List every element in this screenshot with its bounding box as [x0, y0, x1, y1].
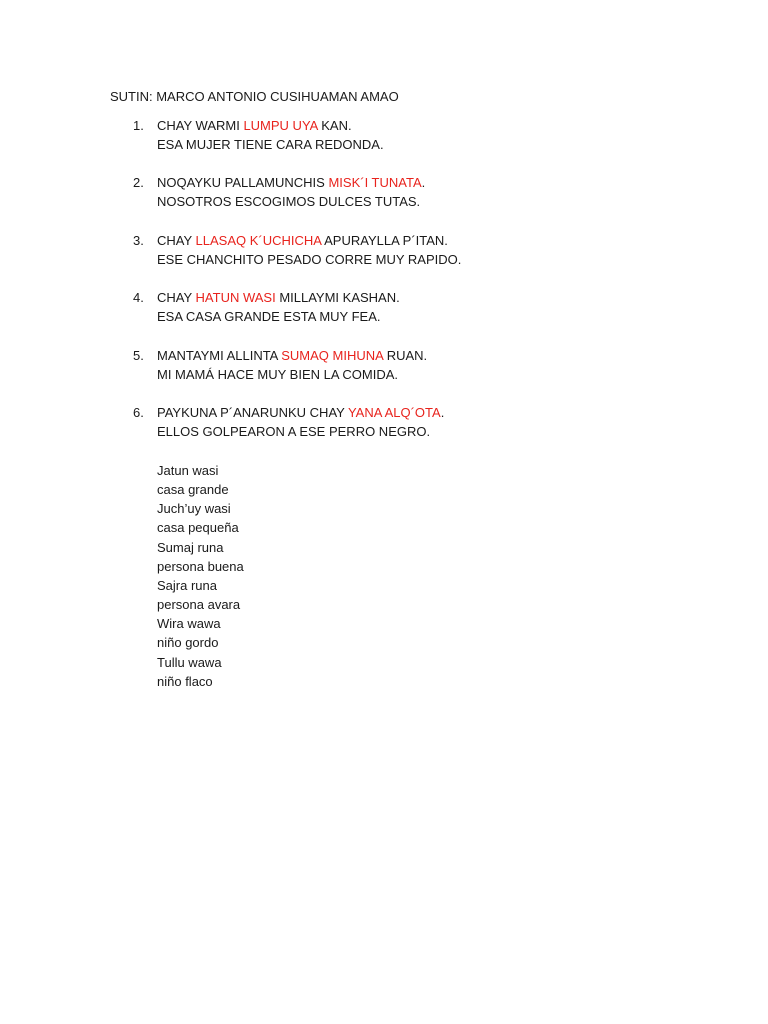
item-number: 1.: [133, 118, 144, 133]
spanish-translation: ELLOS GOLPEARON A ESE PERRO NEGRO.: [157, 424, 431, 439]
vocab-meaning: niño gordo: [157, 635, 219, 650]
item-number: 3.: [133, 233, 144, 248]
sentence-after: MILLAYMI KASHAN.: [275, 290, 400, 305]
sentence-before: CHAY: [157, 233, 196, 248]
item-number: 2.: [133, 175, 144, 190]
quechua-sentence: [157, 346, 427, 365]
vocab-term: Juch’uy wasi: [157, 501, 231, 516]
sentence-before: NOQAYKU PALLAMUNCHIS: [157, 175, 329, 190]
spanish-translation: ESE CHANCHITO PESADO CORRE MUY RAPIDO.: [157, 252, 462, 267]
vocab-meaning: persona avara: [157, 597, 241, 612]
quechua-sentence: [157, 403, 444, 422]
spanish-translation: ESA MUJER TIENE CARA REDONDA.: [157, 137, 384, 152]
author-header: SUTIN: MARCO ANTONIO CUSIHUAMAN AMAO: [110, 89, 399, 104]
vocab-term: Sumaj runa: [157, 540, 224, 555]
sentence-before: CHAY: [157, 290, 196, 305]
vocab-term: Wira wawa: [157, 616, 221, 631]
vocab-meaning: casa pequeña: [157, 520, 239, 535]
highlighted-phrase: SUMAQ MIHUNA: [281, 348, 384, 363]
highlighted-phrase: MISK´I TUNATA: [328, 175, 422, 190]
quechua-sentence: [157, 116, 352, 135]
spanish-translation: MI MAMÁ HACE MUY BIEN LA COMIDA.: [157, 367, 399, 382]
sentence-after: KAN.: [317, 118, 352, 133]
spanish-translation: ESA CASA GRANDE ESTA MUY FEA.: [157, 309, 381, 324]
item-number: 6.: [133, 405, 144, 420]
vocab-term: Jatun wasi: [157, 463, 219, 478]
sentence-after: APURAYLLA P´ITAN.: [321, 233, 448, 248]
sentence-after: .: [421, 175, 426, 190]
sentence-after: RUAN.: [383, 348, 428, 363]
highlighted-phrase: HATUN WASI: [195, 290, 276, 305]
highlighted-phrase: LUMPU UYA: [243, 118, 318, 133]
highlighted-phrase: LLASAQ K´UCHICHA: [195, 233, 322, 248]
vocab-term: Tullu wawa: [157, 655, 222, 670]
vocab-meaning: persona buena: [157, 559, 244, 574]
spanish-translation: NOSOTROS ESCOGIMOS DULCES TUTAS.: [157, 194, 421, 209]
item-number: 5.: [133, 348, 144, 363]
item-number: 4.: [133, 290, 144, 305]
sentence-after: .: [440, 405, 445, 420]
sentence-before: PAYKUNA P´ANARUNKU CHAY: [157, 405, 348, 420]
sentence-before: CHAY WARMI: [157, 118, 244, 133]
vocab-meaning: casa grande: [157, 482, 229, 497]
vocab-meaning: niño flaco: [157, 674, 213, 689]
quechua-sentence: [157, 173, 425, 192]
vocab-term: Sajra runa: [157, 578, 217, 593]
quechua-sentence: [157, 288, 400, 307]
highlighted-phrase: YANA ALQ´OTA: [347, 405, 441, 420]
quechua-sentence: [157, 231, 448, 250]
sentence-before: MANTAYMI ALLINTA: [157, 348, 282, 363]
